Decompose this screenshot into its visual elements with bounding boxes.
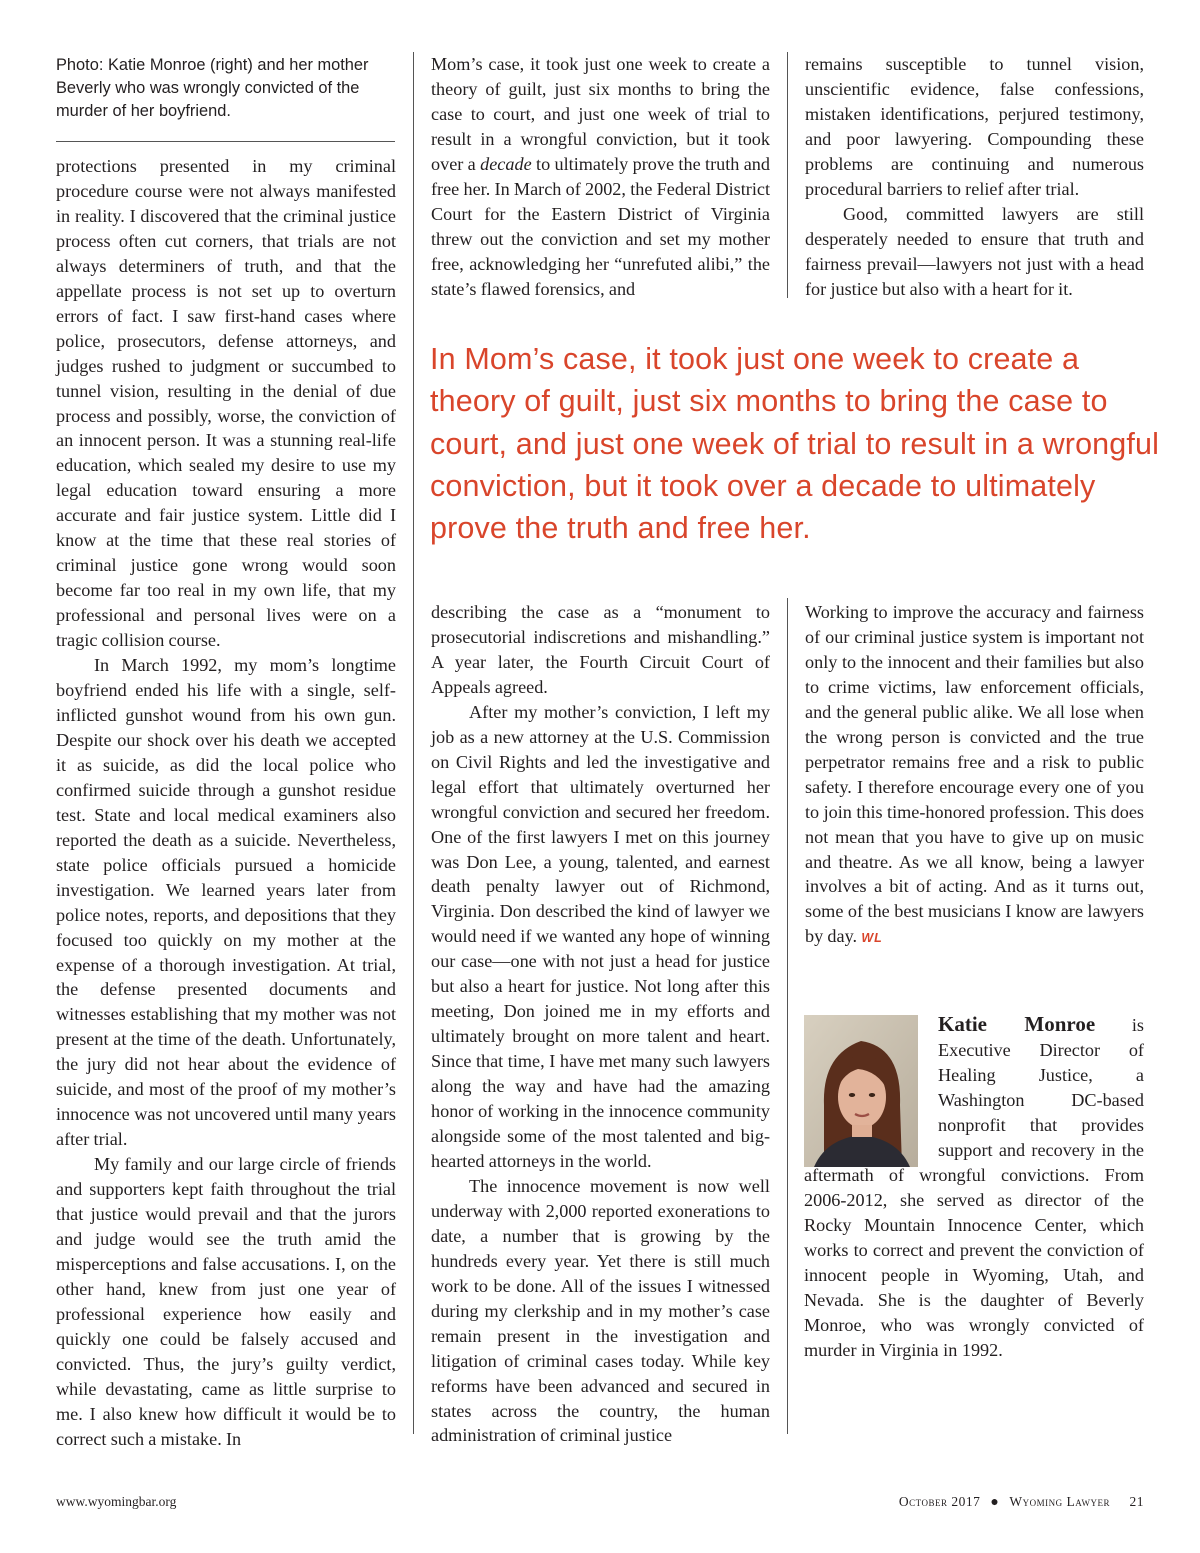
column-2-bottom-paragraph-2: After my mother’s conviction, I left my job as a new attorney at the U.S. Commission on Civil Rights and led the investigative and legal effort that ultimately overturned her wrongful conviction and secured her freedom. One of the first lawyers I met on this journey was Don Lee, a young, talented, and earnest death penalty lawyer out of Richmond, Virginia. Don described the kind of lawyer we would need if we wanted any hope of winning our case—one with not just a head for justice but also a heart for justice. Not long after this meeting, Don joined me in my efforts and ultimately brought on more talent and heart. Since that time, I have met many such lawyers along the way and have had the amazing honor of working in the innocence community alongside some of the most talented and big-hearted attorneys in the world. xyxy=(431,701,770,1171)
author-name: Katie Monroe xyxy=(938,1012,1096,1036)
footer-publication: Wyoming Lawyer xyxy=(1009,1494,1110,1509)
column-1 xyxy=(56,154,396,1452)
column-3-top-paragraph-2: Good, committed lawyers are still desperately needed to ensure that truth and fairness prevail—lawyers not just with a head for justice but also with a heart for it. xyxy=(805,203,1144,299)
footer-issue-info xyxy=(836,1494,1144,1511)
column-3-top-paragraph-1: remains susceptible to tunnel vision, unscientific evidence, false confessions, mistaken identifications, perjured testimony, and poor lawyering. Compounding these problems are continuing and numerous procedural barriers to relief after trial. xyxy=(805,54,1144,199)
column-2-bottom-paragraph-1: describing the case as a “monument to prosecutorial indiscretions and mishandling.” A year later, the Fourth Circuit Court of Appeals agreed. xyxy=(431,602,770,697)
column-2-bottom-paragraph-3: The innocence movement is now well underway with 2,000 reported exonerations to date, a number that is growing by the hundreds every year. Yet there is still much work to be done. All of the issues I witnessed during my clerkship and in my mother’s case remain present in the investigation and litigation of criminal cases today. While key reforms have been advanced and secured in states across the country, the human administration of criminal justice xyxy=(431,1175,770,1446)
column-divider xyxy=(413,598,414,1434)
column-1-paragraph-2: In March 1992, my mom’s longtime boyfriend ended his life with a single, self-inflicted gunshot wound from his own gun. Despite our shock over his death we accepted it as suicide, as did the local police who confirmed suicide through a gunshot residue test. State and local medical examiners also reported the death as a suicide. Nevertheless, state police officials pursued a homicide investigation. We learned years later from police notes, reports, and depositions that they focused too quickly on my mother at the expense of a thorough investigation. At trial, the defense presented documents and witnesses establishing that my mother was not present at the time of the death. Unfortunately, the jury did not hear about the evidence of suicide, and most of the proof of my mother’s innocence was not uncovered until many years after trial. xyxy=(56,655,396,1150)
text-run: to ultimately prove the truth and free her. In March of 2002, the Federal District Court for the Eastern District of Virginia threw out the conviction and set my mother free, acknowledging her “unrefuted alibi,” the state’s flawed forensics, and xyxy=(431,153,770,299)
text-run: Working to improve the accuracy and fairness of our criminal justice system is important not only to the innocent and their families but also to crime victims, law enforcement officials, and the general public alike. We all lose when the wrong person is convicted and the true perpetrator remains free and a risk to public safety. I therefore encourage every one of you to join this time-honored profession. This does not mean that you have to give up on music and theatre. As we all know, being a lawyer involves a bit of acting. And as it turns out, some of the best musicians I know are lawyers by day. xyxy=(805,602,1144,947)
text-run: Mom’s case, it took just one week to create a theory of guilt, just six months to bring the case to court, and just one week of trial to result in a wrongful conviction, but it took over a xyxy=(431,54,770,174)
footer-separator: ● xyxy=(990,1495,1000,1510)
column-2-bottom xyxy=(431,600,770,1448)
column-3-bottom xyxy=(805,600,1144,951)
footer-issue-date: October 2017 xyxy=(898,1494,981,1509)
caption-divider xyxy=(56,141,395,142)
column-2-top xyxy=(431,52,770,302)
column-3-top xyxy=(805,52,1144,302)
photo-float-space xyxy=(804,1012,938,1162)
author-bio xyxy=(804,1012,1144,1363)
photo-caption: Photo: Katie Monroe (right) and her mother Beverly who was wrongly convicted of the murder of her boyfriend. xyxy=(56,56,369,120)
column-2-top-paragraph xyxy=(431,52,770,302)
wyoming-lawyer-end-mark: WL xyxy=(861,931,883,946)
column-divider xyxy=(787,598,788,1434)
column-1-paragraph-3: My family and our large circle of friends and supporters kept faith throughout the trial that justice would prevail and that the jurors and judge would see the truth amid the misperceptions and false accusations. I, on the other hand, knew from just one year of professional experience how easily and quickly one could be falsely accused and convicted. Thus, the jury’s guilty verdict, while devastating, came as little surprise to me. I also knew how difficult it would be to correct such a mistake. In xyxy=(56,1154,396,1449)
column-1-paragraph-1: protections presented in my criminal procedure course were not always manifested in reality. I discovered that the criminal justice process often cut corners, that trials are not always determiners of truth, and that the appellate process is not set up to overturn errors of fact. I saw first-hand cases where police, prosecutors, defense attorneys, and judges rushed to judgment or succumbed to tunnel vision, resulting in the denial of due process and possibly, worse, the conviction of an innocent person. It was a stunning real-life education, which sealed my desire to use my legal education toward ensuring a more accurate and fair justice system. Little did I know at the time that these real stories of criminal justice gone wrong would soon become far too real in my own life, that my professional and personal lives were on a tragic collision course. xyxy=(56,156,396,651)
column-3-bottom-paragraph xyxy=(805,600,1144,951)
author-bio-text: is Executive Director of Healing Justice, a Washington DC-based nonprofit that provides support and recovery in the aftermath of wrongful convictions. From 2006-2012, she served as director of the Rocky Mountain Innocence Center, which works to correct and prevent the conviction of innocent people in Wyoming, Utah, and Nevada. She is the daughter of Beverly Monroe, who was wrongly convicted of murder in Virginia in 1992. xyxy=(804,1015,1144,1360)
footer-website: www.wyomingbar.org xyxy=(56,1494,177,1509)
page-number: 21 xyxy=(1129,1494,1144,1509)
pull-quote: In Mom’s case, it took just one week to create a theory of guilt, just six months to bring the case to court, and just one week of trial to result in a wrongful conviction, but it took over a decade to ultimately prove the truth and free her. xyxy=(430,342,1160,546)
column-divider xyxy=(787,52,788,298)
emphasis-text: decade xyxy=(480,153,532,174)
